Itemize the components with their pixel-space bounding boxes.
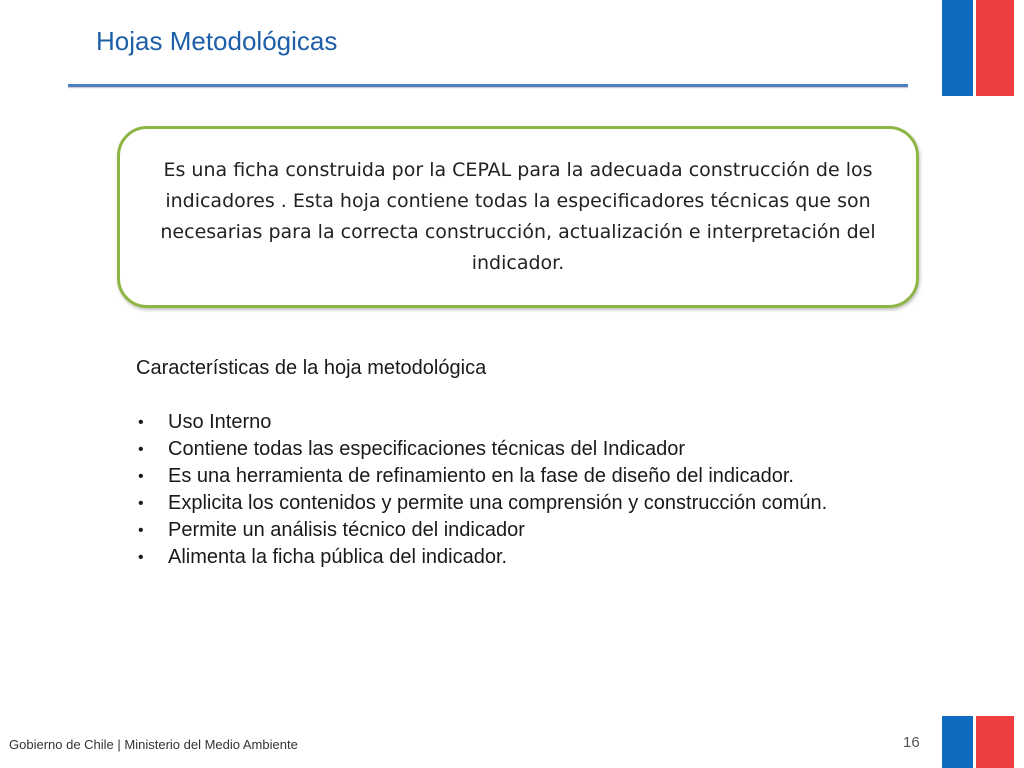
definition-callout	[117, 126, 919, 308]
bullet-icon: •	[138, 495, 144, 512]
bullet-icon: •	[138, 549, 144, 566]
list-item: • Alimenta la ficha pública del indicador.	[136, 544, 906, 571]
features-heading: Características de la hoja metodológica	[136, 357, 487, 379]
footer-credit: Gobierno de Chile | Ministerio del Medio Ambiente	[9, 737, 298, 752]
slide-title: Hojas Metodológicas	[96, 26, 338, 56]
title-underline	[68, 84, 908, 87]
flag-blue-stripe	[942, 716, 973, 768]
bullet-icon: •	[138, 468, 144, 485]
chile-flag-bar-top	[942, 0, 1014, 96]
bullet-icon: •	[138, 441, 144, 458]
flag-red-stripe	[976, 0, 1014, 96]
list-item: • Permite un análisis técnico del indicador	[136, 517, 906, 544]
features-list	[136, 409, 906, 571]
flag-blue-stripe	[942, 0, 973, 96]
list-item: • Explicita los contenidos y permite una comprensión y construcción común.	[136, 490, 906, 517]
chile-flag-bar-bottom	[942, 716, 1014, 768]
list-item: • Es una herramienta de refinamiento en la fase de diseño del indicador.	[136, 463, 906, 490]
bullet-icon: •	[138, 414, 144, 431]
bullet-icon: •	[138, 522, 144, 539]
list-item: • Contiene todas las especificaciones técnicas del Indicador	[136, 436, 906, 463]
page-number: 16	[903, 734, 920, 751]
list-item: • Uso Interno	[136, 409, 906, 436]
features-section	[136, 355, 906, 571]
callout-text: Es una ficha construida por la CEPAL para la adecuada construcción de los indicadores . Esta hoja contiene todas la especificadores técnicas que son necesarias para la correcta construcción, actualización e interpretación del indicador.	[160, 159, 876, 274]
flag-red-stripe	[976, 716, 1014, 768]
